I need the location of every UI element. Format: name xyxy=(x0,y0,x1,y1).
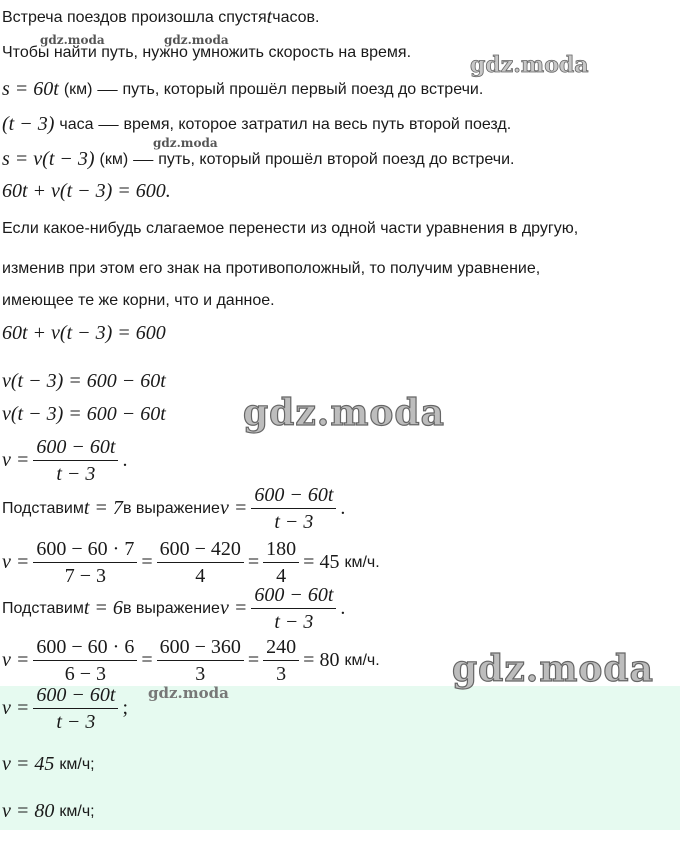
fraction xyxy=(263,636,299,685)
math-formula: v(t − 3) = 600 − 60t xyxy=(2,403,166,425)
dash: — xyxy=(97,78,118,100)
denominator: 7 − 3 xyxy=(64,565,106,587)
equation-1 xyxy=(2,322,166,345)
math-lhs: v = xyxy=(2,449,30,471)
answer-line-3 xyxy=(2,800,95,823)
numerator: 600 − 60 · 6 xyxy=(33,636,137,661)
fraction xyxy=(251,584,336,633)
text-fragment: Чтобы найти путь, нужно умножить скорость на время. xyxy=(2,44,412,61)
substitute-line-2 xyxy=(2,584,345,633)
equation-3 xyxy=(2,403,166,426)
result: = 45 xyxy=(303,551,340,573)
watermark: gdz.moda xyxy=(148,684,229,702)
paragraph-line-3 xyxy=(2,292,275,310)
denominator: t − 3 xyxy=(56,711,96,733)
math-formula: 60t + v(t − 3) = 600. xyxy=(2,180,171,202)
unit-label: часа xyxy=(59,115,94,133)
text-fragment: Подставим xyxy=(2,499,84,517)
equation-2 xyxy=(2,370,166,393)
text-fragment: в выражение xyxy=(122,499,220,517)
math-formula: (t − 3) xyxy=(2,113,55,135)
math-formula: t = 7 xyxy=(83,497,123,519)
numerator: 600 − 360 xyxy=(157,636,244,661)
math-formula: v = 80 xyxy=(2,800,55,822)
result: = 80 xyxy=(303,649,340,671)
watermark: gdz.moda xyxy=(164,33,229,47)
calc-line-1 xyxy=(2,538,380,587)
punct: . xyxy=(122,449,128,471)
equals: = xyxy=(247,649,260,671)
numerator: 180 xyxy=(263,538,299,563)
fraction xyxy=(251,484,336,533)
math-lhs: v = xyxy=(2,697,30,719)
fraction xyxy=(33,636,137,685)
watermark: gdz.moda xyxy=(153,136,218,150)
math-var: t xyxy=(266,6,273,28)
denominator: 4 xyxy=(195,565,206,587)
numerator: 600 − 60 · 7 xyxy=(33,538,137,563)
denominator: t − 3 xyxy=(274,611,314,633)
fraction xyxy=(263,538,299,587)
text-fragment: путь, который прошёл второй поезд до встречи. xyxy=(158,150,515,168)
denominator: 3 xyxy=(195,663,206,685)
unit-label: км/ч; xyxy=(59,802,95,820)
math-lhs: v = xyxy=(2,649,30,671)
text-line-5 xyxy=(2,148,515,171)
unit-label: км/ч. xyxy=(344,553,380,571)
text-fragment: время, которое затратил на весь путь второй поезд. xyxy=(123,115,512,133)
math-lhs: v = xyxy=(219,497,248,519)
denominator: 3 xyxy=(276,663,287,685)
math-formula: s = v(t − 3) xyxy=(2,148,95,170)
answer-line-1 xyxy=(2,684,128,733)
numerator: 600 − 60t xyxy=(33,684,118,709)
denominator: 6 − 3 xyxy=(64,663,106,685)
numerator: 600 − 60t xyxy=(251,484,336,509)
calc-line-2 xyxy=(2,636,380,685)
fraction xyxy=(33,436,118,485)
dash: — xyxy=(133,148,154,170)
unit-label: км/ч. xyxy=(344,651,380,669)
numerator: 240 xyxy=(263,636,299,661)
fraction xyxy=(157,636,244,685)
text-fragment: Подставим xyxy=(2,599,84,617)
text-fragment: в выражение xyxy=(122,599,220,617)
unit-label: км/ч; xyxy=(59,755,95,773)
punct: . xyxy=(340,597,346,619)
fraction xyxy=(33,684,118,733)
denominator: t − 3 xyxy=(274,511,314,533)
punct: ; xyxy=(122,697,128,719)
paragraph-line-2 xyxy=(2,260,540,278)
text-fragment: Встреча поездов произошла спустя xyxy=(2,8,267,26)
text-line-1 xyxy=(2,6,320,29)
watermark: gdz.moda xyxy=(243,392,445,434)
denominator: 4 xyxy=(276,565,287,587)
math-formula: s = 60t xyxy=(2,78,59,100)
fraction xyxy=(33,538,137,587)
math-formula: v(t − 3) = 600 − 60t xyxy=(2,370,166,392)
paragraph-line-1 xyxy=(2,220,578,238)
text-line-4 xyxy=(2,113,511,136)
substitute-line-1 xyxy=(2,484,345,533)
text-fragment: изменив при этом его знак на противоположный, то получим уравнение, xyxy=(2,260,541,277)
punct: . xyxy=(340,497,346,519)
text-fragment: имеющее те же корни, что и данное. xyxy=(2,292,275,309)
numerator: 600 − 60t xyxy=(33,436,118,461)
numerator: 600 − 420 xyxy=(157,538,244,563)
equals: = xyxy=(141,649,153,671)
text-fragment: Если какое-нибудь слагаемое перенести из одной части уравнения в другую, xyxy=(2,220,579,237)
equation-v-fraction xyxy=(2,436,127,485)
unit-label: (км) xyxy=(99,150,129,168)
text-fragment: путь, который прошёл первый поезд до встречи. xyxy=(122,80,484,98)
answer-line-2 xyxy=(2,753,95,776)
watermark: gdz.moda xyxy=(452,648,654,690)
watermark: gdz.moda xyxy=(470,52,589,78)
numerator: 600 − 60t xyxy=(251,584,336,609)
denominator: t − 3 xyxy=(56,463,96,485)
text-line-3 xyxy=(2,78,483,101)
watermark: gdz.moda xyxy=(40,33,105,47)
math-formula: t = 6 xyxy=(83,597,123,619)
math-formula: v = 45 xyxy=(2,753,55,775)
equals: = xyxy=(247,551,260,573)
equals: = xyxy=(141,551,153,573)
math-lhs: v = xyxy=(2,551,30,573)
math-lhs: v = xyxy=(219,597,248,619)
text-fragment: часов. xyxy=(272,8,320,26)
dash: — xyxy=(98,113,119,135)
unit-label: (км) xyxy=(63,80,93,98)
fraction xyxy=(157,538,244,587)
math-formula: 60t + v(t − 3) = 600 xyxy=(2,322,166,344)
equation-line-6 xyxy=(2,180,171,203)
